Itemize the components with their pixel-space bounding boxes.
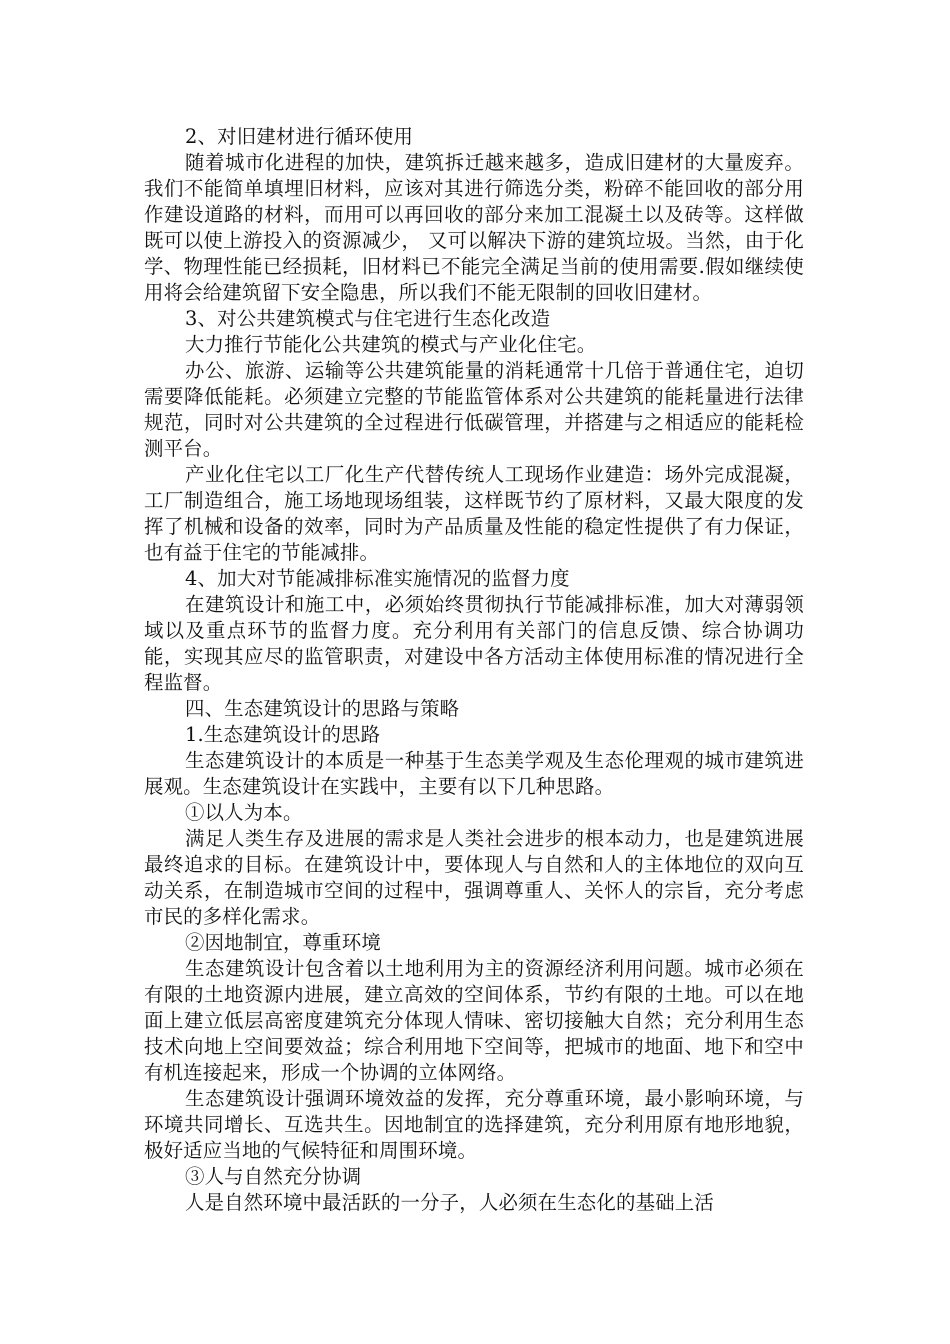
- paragraph-environmental-benefit: 生态建筑设计强调环境效益的发挥，充分尊重环境，最小影响环境，与环境共同增长、互选共生。因地制宜的选择建筑，充分利用原有地形地貌，极好适应当地的气候特征和周围环境。: [144, 1087, 804, 1162]
- paragraph-promote-energy-saving: 大力推行节能化公共建筑的模式与产业化住宅。: [185, 333, 597, 356]
- paragraph-recycle-materials: 随着城市化进程的加快，建筑拆迁越来越多，造成旧建材的大量废弃。我们不能简单填埋旧材料，应该对其进行筛选分类，粉碎不能回收的部分用作建设道路的材料，而用可以再回收的部分来加工混凝土以及砖等。这样做既可以使上游投入的资源减少， 又可以解决下游的建筑垃圾。当然，由于化学、物理性能已经损耗，旧材料已不能完全满足当前的使用需要.假如继续使用将会给建筑留下安全隐患，所以我们不能无限制的回收旧建材。: [144, 151, 804, 304]
- paragraph-harmony-with-nature: 人是自然环境中最活跃的一分子，人必须在生态化的基础上活: [185, 1191, 714, 1214]
- document-body: [144, 124, 804, 1216]
- paragraph-land-use: 生态建筑设计包含着以土地利用为主的资源经济利用问题。城市必须在有限的土地资源内进展，建立高效的空间体系，节约有限的土地。可以在地面上建立低层高密度建筑充分体现人情味、密切接触大自然；充分利用生态技术向地上空间要效益；综合利用地下空间等，把城市的地面、地下和空中有机连接起来，形成一个协调的立体网络。: [144, 957, 804, 1084]
- paragraph-supervision: 在建筑设计和施工中，必须始终贯彻执行节能减排标准，加大对薄弱领域以及重点环节的监督力度。充分利用有关部门的信息反馈、综合协调功能，实现其应尽的监管职责，对建设中各方活动主体使用标准的情况进行全程监督。: [144, 593, 804, 694]
- chapter-heading-ecological-design: 四、生态建筑设计的思路与策略: [185, 697, 460, 720]
- paragraph-design-essence: 生态建筑设计的本质是一种基于生态美学观及生态伦理观的城市建筑进展观。生态建筑设计在实践中，主要有以下几种思路。: [144, 749, 804, 798]
- list-heading-harmony-with-nature: ③人与自然充分协调: [185, 1165, 362, 1188]
- section-heading-supervision: 4、加大对节能减排标准实施情况的监督力度: [185, 567, 570, 590]
- paragraph-public-building-energy: 办公、旅游、运输等公共建筑能量的消耗通常十几倍于普通住宅，迫切需要降低能耗。必须建立完整的节能监管体系对公共建筑的能耗量进行法律规范，同时对公共建筑的全过程进行低碳管理，并搭建与之相适应的能耗检测平台。: [144, 359, 804, 460]
- list-heading-people-oriented: ①以人为本。: [185, 801, 303, 824]
- paragraph-people-oriented: 满足人类生存及进展的需求是人类社会进步的根本动力，也是建筑进展最终追求的目标。在建筑设计中，要体现人与自然和人的主体地位的双向互动关系，在制造城市空间的过程中，强调尊重人、关怀人的宗旨，充分考虑市民的多样化需求。: [144, 827, 804, 928]
- subsection-heading-design-ideas: 1.生态建筑设计的思路: [185, 723, 381, 746]
- section-heading-recycle-materials: 2、对旧建材进行循环使用: [185, 125, 414, 148]
- list-heading-local-conditions: ②因地制宜，尊重环境: [185, 931, 381, 954]
- paragraph-industrialized-housing: 产业化住宅以工厂化生产代替传统人工现场作业建造：场外完成混凝，工厂制造组合，施工场地现场组装，这样既节约了原材料，又最大限度的发挥了机械和设备的效率，同时为产品质量及性能的稳定性提供了有力保证，也有益于住宅的节能减排。: [144, 463, 804, 564]
- section-heading-public-buildings: 3、对公共建筑模式与住宅进行生态化改造: [185, 307, 551, 330]
